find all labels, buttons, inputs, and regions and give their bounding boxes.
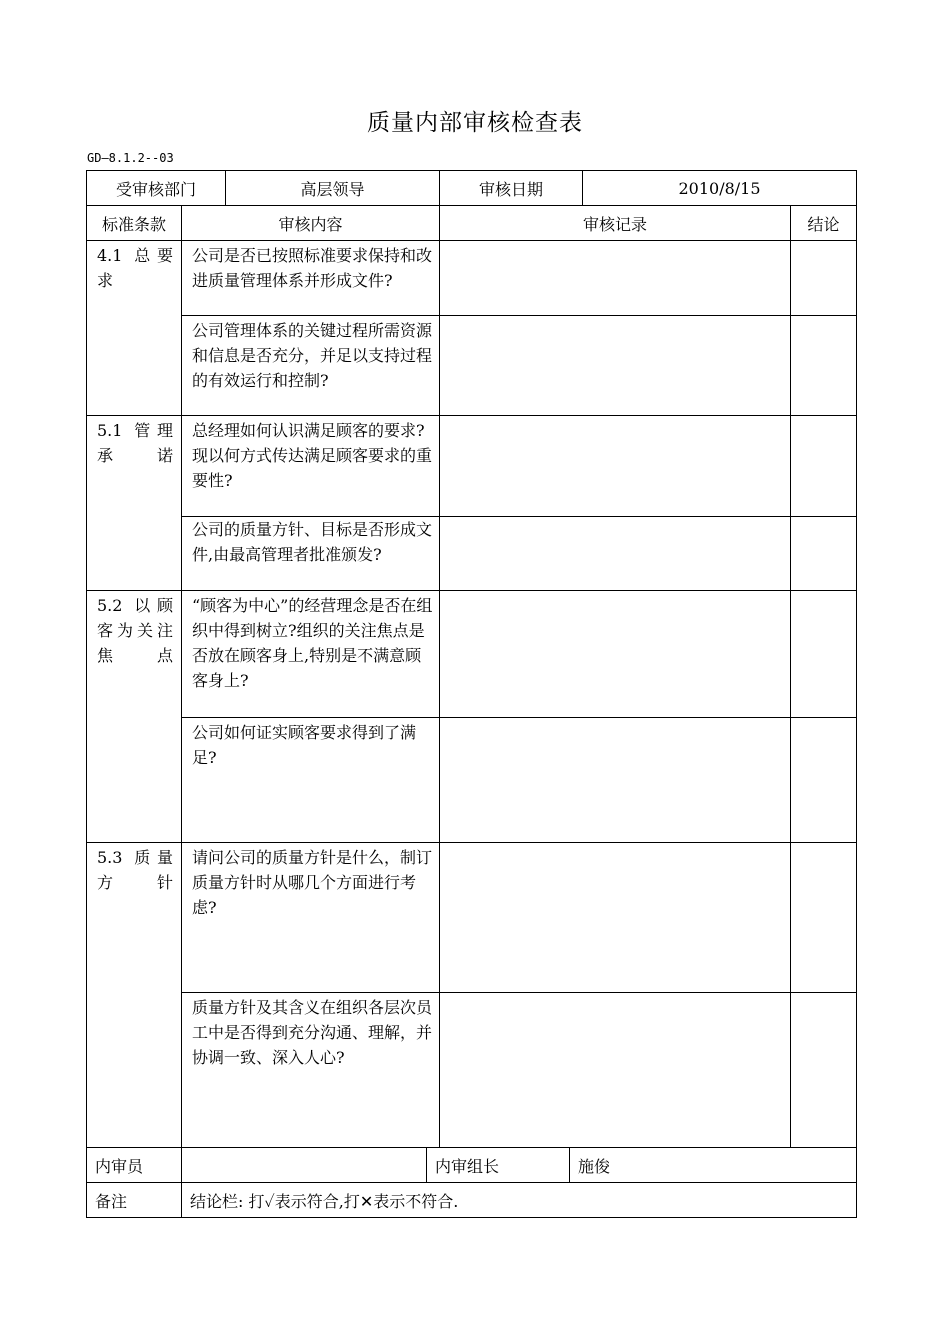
audit-question: 公司是否已按照标准要求保持和改进质量管理体系并形成文件? [192, 246, 433, 290]
record-cell[interactable] [439, 842, 791, 993]
record-cell[interactable] [439, 590, 791, 718]
clause-cell [86, 842, 182, 1148]
conclusion-cell[interactable] [790, 240, 857, 316]
column-header-record: 审核记录 [439, 205, 791, 241]
audit-question: 公司如何证实顾客要求得到了满足? [192, 723, 417, 767]
date-value: 2010/8/15 [582, 170, 857, 206]
clause-label: 5.3 质量方针 [97, 848, 173, 892]
column-header-content: 审核内容 [181, 205, 440, 241]
content-cell [181, 992, 440, 1148]
content-cell [181, 516, 440, 591]
content-cell [181, 240, 440, 316]
date-label: 审核日期 [439, 170, 583, 206]
conclusion-cell[interactable] [790, 315, 857, 416]
clause-cell [86, 590, 182, 843]
content-cell [181, 415, 440, 517]
record-cell[interactable] [439, 315, 791, 416]
clause-cell [86, 240, 182, 416]
audit-question: 总经理如何认识满足顾客的要求?现以何方式传达满足顾客要求的重要性? [192, 421, 433, 490]
clause-cell [86, 415, 182, 591]
content-cell [181, 590, 440, 718]
remark-value: 结论栏: 打✓表示符合,打✕表示不符合. [181, 1182, 857, 1218]
conclusion-cell[interactable] [790, 842, 857, 993]
conclusion-cell[interactable] [790, 590, 857, 718]
clause-label: 4.1 总要求 [97, 246, 173, 290]
dept-value: 高层领导 [225, 170, 440, 206]
clause-label: 5.1 管理承诺 [97, 421, 173, 465]
content-cell [181, 315, 440, 416]
record-cell[interactable] [439, 240, 791, 316]
dept-label: 受审核部门 [86, 170, 226, 206]
page-title: 质量内部审核检查表 [367, 110, 583, 136]
audit-question: 公司管理体系的关键过程所需资源和信息是否充分，并足以支持过程的有效运行和控制? [192, 321, 433, 390]
auditor-label: 内审员 [86, 1147, 182, 1183]
leader-value[interactable]: 施俊 [569, 1147, 857, 1183]
clause-label: 5.2 以顾客为关注焦点 [97, 596, 173, 665]
content-cell [181, 842, 440, 993]
record-cell[interactable] [439, 415, 791, 517]
auditor-value[interactable] [181, 1147, 427, 1183]
audit-checklist-table [86, 170, 857, 1218]
column-header-clause: 标准条款 [86, 205, 182, 241]
conclusion-cell[interactable] [790, 992, 857, 1148]
leader-label: 内审组长 [426, 1147, 570, 1183]
conclusion-cell[interactable] [790, 415, 857, 517]
column-header-conclusion: 结论 [790, 205, 857, 241]
audit-question: 公司的质量方针、目标是否形成文件,由最高管理者批准颁发? [192, 520, 433, 564]
audit-question: 质量方针及其含义在组织各层次员工中是否得到充分沟通、理解，并协调一致、深入人心? [192, 998, 433, 1067]
record-cell[interactable] [439, 516, 791, 591]
content-cell [181, 717, 440, 843]
audit-question: 请问公司的质量方针是什么，制订质量方针时从哪几个方面进行考虑? [192, 848, 433, 917]
record-cell[interactable] [439, 992, 791, 1148]
document-number: GD—8.1.2--03 [87, 151, 174, 165]
conclusion-cell[interactable] [790, 516, 857, 591]
conclusion-cell[interactable] [790, 717, 857, 843]
remark-label: 备注 [86, 1182, 182, 1218]
audit-question: “顾客为中心”的经营理念是否在组织中得到树立?组织的关注焦点是否放在顾客身上,特别是不满意顾客身上? [192, 596, 433, 690]
record-cell[interactable] [439, 717, 791, 843]
